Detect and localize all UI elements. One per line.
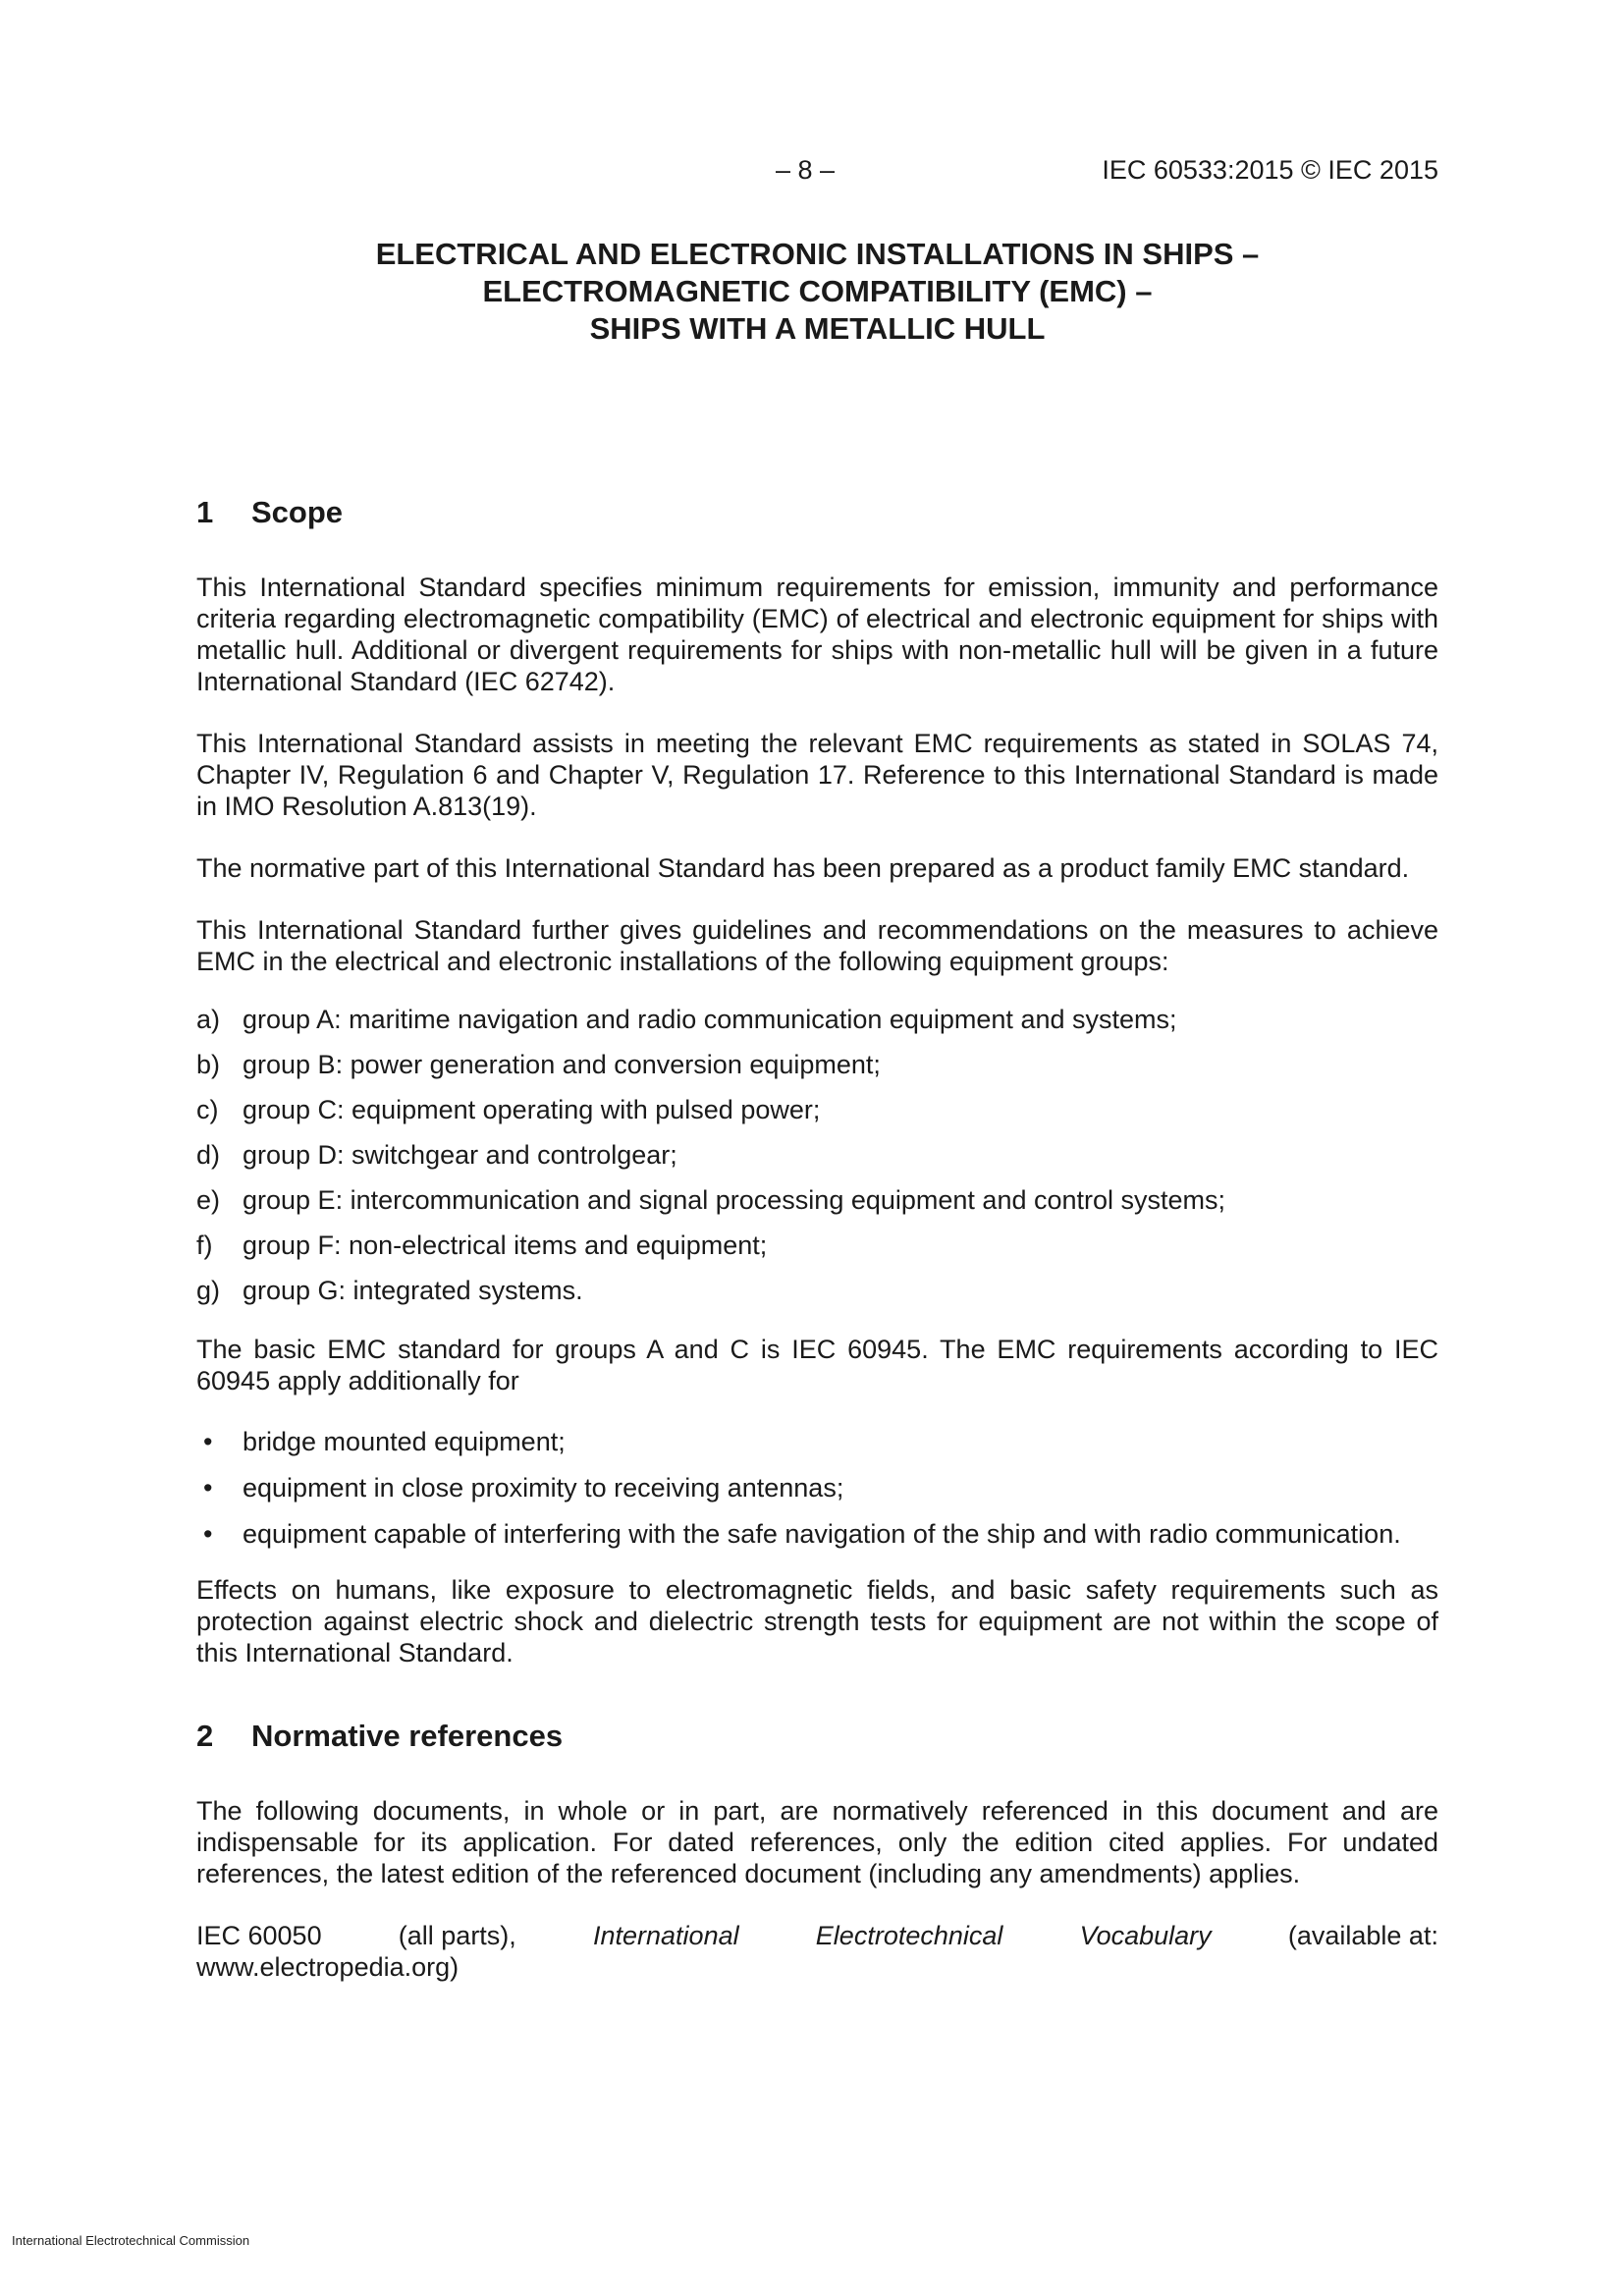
list-marker: d) — [196, 1140, 221, 1170]
document-title — [196, 236, 1438, 348]
list-item — [196, 1184, 1438, 1216]
reference-parts: (all parts), — [398, 1921, 516, 1950]
list-item-text: group E: intercommunication and signal processing equipment and control systems; — [243, 1185, 1226, 1215]
bullet-icon: • — [203, 1427, 213, 1456]
bullet-item — [196, 1472, 1438, 1503]
scope-paragraph-2: This International Standard assists in meeting the relevant EMC requirements as stated in SOLAS 74, Chapter IV, Regulation 6 and Chapter V, Regulation 17. Reference to this International Standard is made in IMO Resolution A.813(19). — [196, 729, 1438, 821]
title-line-1: ELECTRICAL AND ELECTRONIC INSTALLATIONS IN SHIPS – — [375, 237, 1260, 271]
list-marker: e) — [196, 1185, 221, 1215]
bullet-item — [196, 1518, 1438, 1550]
list-item — [196, 1139, 1438, 1171]
title-line-3: SHIPS WITH A METALLIC HULL — [589, 311, 1046, 346]
list-item-text: group C: equipment operating with pulsed power; — [243, 1095, 821, 1124]
section-number: 2 — [196, 1719, 214, 1753]
reference-entry — [196, 1920, 1438, 1983]
bullet-icon: • — [203, 1519, 213, 1549]
list-item-text: group D: switchgear and controlgear; — [243, 1140, 677, 1170]
list-item-text: group F: non-electrical items and equipment; — [243, 1230, 768, 1260]
list-item — [196, 1275, 1438, 1306]
scope-paragraph-4: This International Standard further gives guidelines and recommendations on the measures to achieve EMC in the electrical and electronic installations of the following equipment groups: — [196, 915, 1438, 976]
section-heading-scope — [196, 494, 1438, 531]
reference-url: www.electropedia.org) — [196, 1952, 460, 1982]
list-item-text: group B: power generation and conversion equipment; — [243, 1050, 881, 1079]
list-marker: a) — [196, 1005, 221, 1034]
list-item-text: group A: maritime navigation and radio communication equipment and systems; — [243, 1005, 1177, 1034]
reference-title-word: International — [593, 1921, 739, 1950]
footer-organization: International Electrotechnical Commission — [12, 2233, 250, 2248]
list-item-text: group G: integrated systems. — [243, 1276, 583, 1305]
list-marker: b) — [196, 1050, 221, 1079]
list-marker: g) — [196, 1276, 221, 1305]
scope-paragraph-1: This International Standard specifies minimum requirements for emission, immunity and performance criteria regarding electromagnetic compatibility (EMC) of electrical and electronic equipment for ships with metallic hull. Additional or divergent requirements for ships with non-metallic hull will be given in a future International Standard (IEC 62742). — [196, 573, 1438, 696]
reference-title-word: Electrotechnical — [815, 1921, 1003, 1950]
scope-paragraph-3: The normative part of this International Standard has been prepared as a product family EMC standard. — [196, 853, 1410, 883]
bullet-list — [196, 1426, 1438, 1550]
page-number: – 8 – — [776, 155, 836, 185]
section-number: 1 — [196, 495, 214, 529]
list-item — [196, 1230, 1438, 1261]
list-item — [196, 1094, 1438, 1125]
bullet-icon: • — [203, 1473, 213, 1503]
bullet-text: equipment in close proximity to receiving antennas; — [243, 1473, 844, 1503]
scope-paragraph-5: The basic EMC standard for groups A and C is IEC 60945. The EMC requirements according to IEC 60945 apply additionally for — [196, 1335, 1438, 1395]
list-item — [196, 1049, 1438, 1080]
bullet-text: equipment capable of interfering with the safe navigation of the ship and with radio communication. — [243, 1519, 1401, 1549]
reference-availability: (available at: — [1287, 1921, 1438, 1950]
section-title: Normative references — [251, 1719, 564, 1753]
section-heading-normative-references — [196, 1718, 1438, 1755]
title-line-2: ELECTROMAGNETIC COMPATIBILITY (EMC) – — [482, 274, 1153, 308]
equipment-groups-list — [196, 1004, 1438, 1306]
normative-references-paragraph: The following documents, in whole or in part, are normatively referenced in this document and are indispensable for its application. For dated references, only the edition cited applies. For undated references, the latest edition of the referenced document (including any amendments) applies. — [196, 1796, 1438, 1888]
bullet-text: bridge mounted equipment; — [243, 1427, 566, 1456]
scope-paragraph-6: Effects on humans, like exposure to electromagnetic fields, and basic safety requirements such as protection against electric shock and dielectric strength tests for equipment are not within the scope of this International Standard. — [196, 1575, 1438, 1667]
reference-id: IEC 60050 — [196, 1921, 322, 1950]
section-title: Scope — [251, 495, 344, 529]
list-item — [196, 1004, 1438, 1035]
reference-title-word: Vocabulary — [1079, 1921, 1212, 1950]
document-identifier: IEC 60533:2015 © IEC 2015 — [1102, 155, 1438, 185]
list-marker: c) — [196, 1095, 219, 1124]
list-marker: f) — [196, 1230, 213, 1260]
reference-line — [196, 1920, 1438, 1951]
page-content — [196, 494, 1438, 1983]
bullet-item — [196, 1426, 1438, 1457]
